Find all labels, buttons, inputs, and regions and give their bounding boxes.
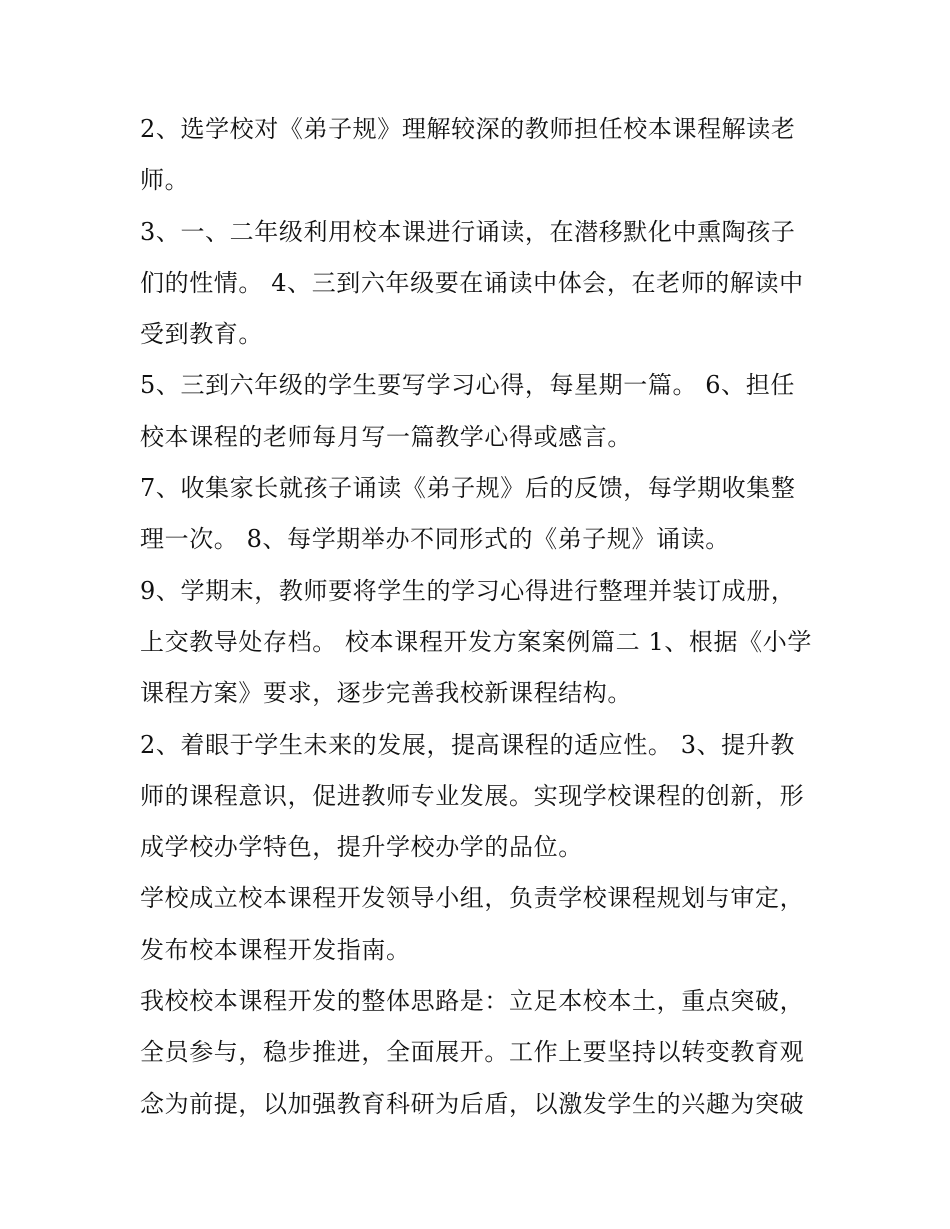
text-line: 理一次。 8、每学期举办不同形式的《弟子规》诵读。 [140, 525, 730, 554]
text-line: 全员参与，稳步推进，全面展开。工作上要坚持以转变教育观 [140, 1038, 805, 1067]
text-line: 我校校本课程开发的整体思路是：立足本校本土，重点突破， [140, 987, 805, 1016]
text-line: 成学校办学特色，提升学校办学的品位。 [140, 833, 583, 862]
text-line: 受到教育。 [140, 320, 263, 349]
text-line: 5、三到六年级的学生要写学习心得，每星期一篇。 6、担任 [140, 371, 795, 400]
text-line: 学校成立校本课程开发领导小组，负责学校课程规划与审定， [140, 884, 805, 913]
text-line: 校本课程的老师每月写一篇教学心得或感言。 [140, 422, 632, 451]
text-line: 发布校本课程开发指南。 [140, 935, 411, 964]
text-line: 师。 [140, 166, 190, 195]
document-body [140, 104, 820, 1130]
text-line: 2、选学校对《弟子规》理解较深的教师担任校本课程解读老 [140, 115, 796, 143]
text-line: 课程方案》要求，逐步完善我校新课程结构。 [140, 679, 632, 708]
text-line: 3、一、二年级利用校本课进行诵读，在潜移默化中熏陶孩子 [140, 217, 796, 246]
text-line: 上交教导处存档。 校本课程开发方案案例篇二 1、根据《小学 [140, 627, 812, 656]
text-line: 2、着眼于学生未来的发展，提高课程的适应性。 3、提升教 [140, 730, 795, 759]
text-line: 们的性情。 4、三到六年级要在诵读中体会，在老师的解读中 [140, 268, 804, 297]
text-line: 7、收集家长就孩子诵读《弟子规》后的反馈，每学期收集整 [140, 474, 796, 503]
text-line: 念为前提，以加强教育科研为后盾，以激发学生的兴趣为突破 [140, 1089, 805, 1118]
text-line: 师的课程意识，促进教师专业发展。实现学校课程的创新，形 [140, 781, 805, 810]
text-line: 9、学期末，教师要将学生的学习心得进行整理并装订成册， [140, 576, 796, 605]
